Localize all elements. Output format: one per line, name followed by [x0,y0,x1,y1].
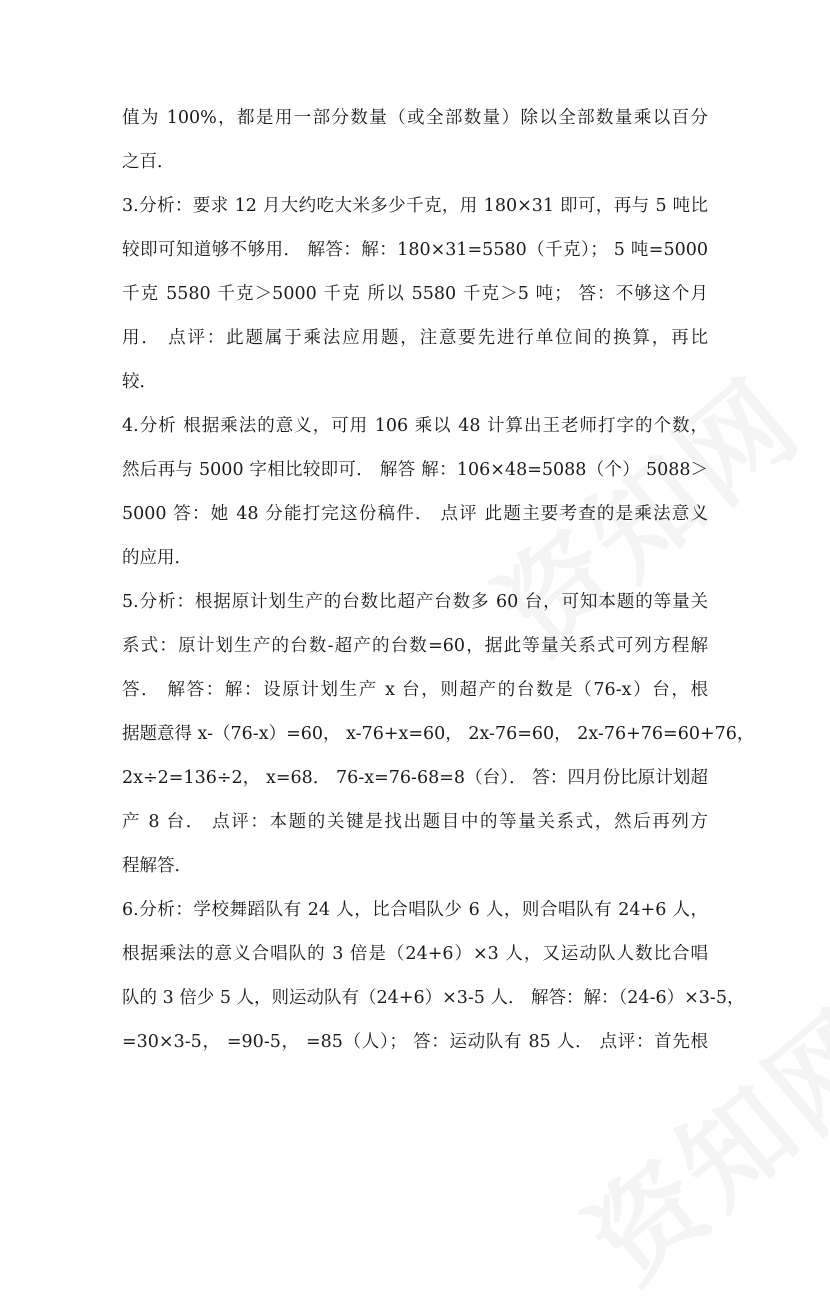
text-line: 6.分析：学校舞蹈队有 24 人，比合唱队少 6 人，则合唱队有 24+6 人， [122,900,708,920]
text-line: 值为 100%，都是用一部分数量（或全部数量）除以全部数量乘以百分 [122,108,708,128]
text-line: 据题意得 x-（76-x）=60， x-76+x=60， 2x-76=60， 2x-76+76=60+76， [122,724,755,744]
text-line: 队的 3 倍少 5 人，则运动队有（24+6）×3-5 人． 解答：解：（24-6）×3-5， [122,988,745,1008]
text-line: 根据乘法的意义合唱队的 3 倍是（24+6）×3 人，又运动队人数比合唱 [122,944,708,964]
text-line: 5000 答：她 48 分能打完这份稿件． 点评 此题主要考查的是乘法意义 [122,504,708,524]
text-line: 千克 5580 千克＞5000 千克 所以 5580 千克＞5 吨； 答：不够这个月 [122,284,708,304]
text-line: 4.分析 根据乘法的意义，可用 106 乘以 48 计算出王老师打字的个数， [122,416,708,436]
text-line: 3.分析：要求 12 月大约吃大米多少千克，用 180×31 即可，再与 5 吨比 [122,196,708,216]
text-line: 较． [122,372,157,392]
text-line: 之百． [122,152,175,172]
text-line: =30×3-5， =90-5， =85（人）； 答：运动队有 85 人． 点评：首先根 [122,1032,708,1052]
answer-text-body [122,96,755,1064]
text-line: 系式：原计划生产的台数-超产的台数=60，据此等量关系式可列方程解 [122,636,708,656]
text-line: 产 8 台． 点评：本题的关键是找出题目中的等量关系式，然后再列方 [122,812,708,832]
text-line: 程解答． [122,856,192,876]
text-line: 用． 点评：此题属于乘法应用题，注意要先进行单位间的换算，再比 [122,328,708,348]
text-line: 的应用． [122,548,192,568]
text-line: 答． 解答：解：设原计划生产 x 台，则超产的台数是（76-x）台，根 [122,680,708,700]
text-line: 2x÷2=136÷2， x=68． 76-x=76-68=8（台）． 答：四月份比原计划超 [122,768,708,788]
text-line: 然后再与 5000 字相比较即可． 解答 解：106×48=5088（个） 5088＞ [122,460,708,480]
text-line: 5.分析：根据原计划生产的台数比超产台数多 60 台，可知本题的等量关 [122,592,708,612]
text-line: 较即可知道够不够用． 解答：解：180×31=5580（千克）； 5 吨=5000 [122,240,708,260]
